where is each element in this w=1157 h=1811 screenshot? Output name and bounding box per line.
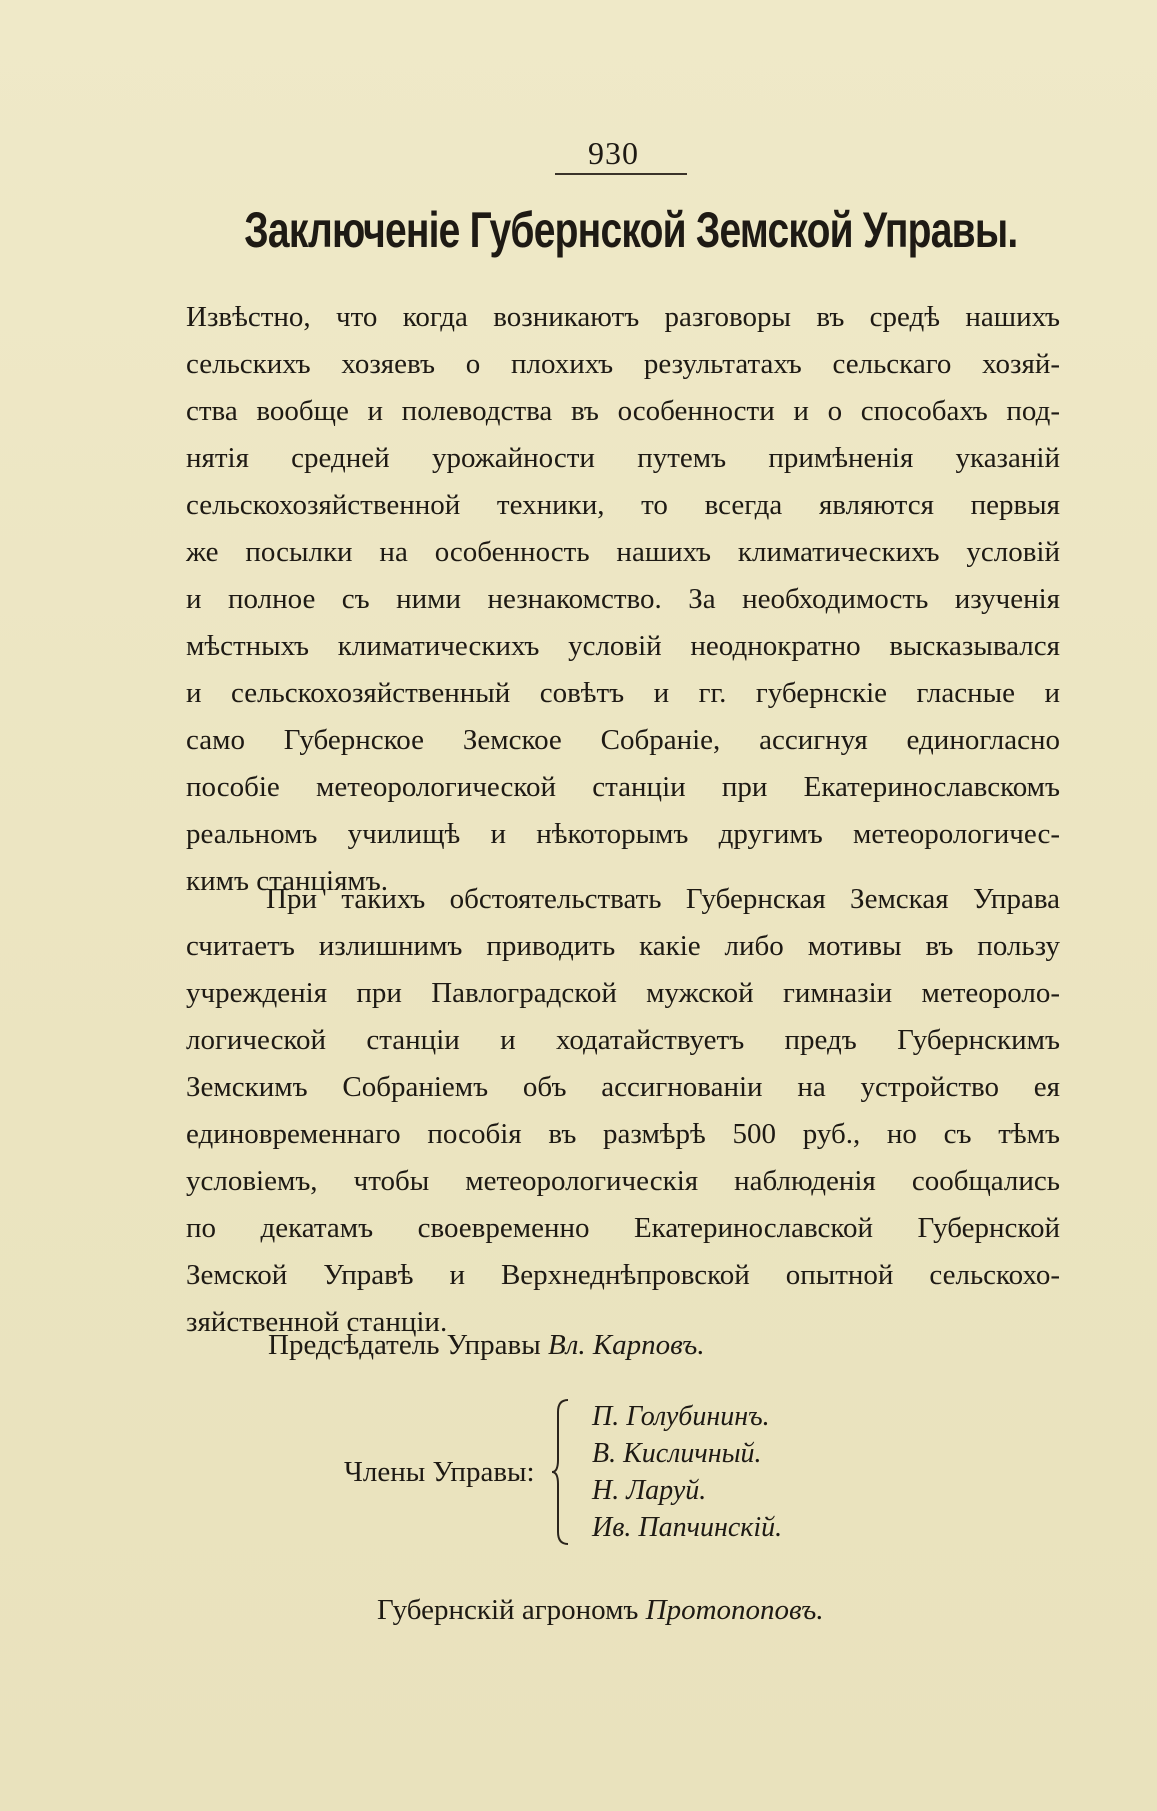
text-line: мѣстныхъ климатическихъ условій неоднократно высказывался [186,630,1060,662]
text-line: кимъ станціямъ. [186,865,389,897]
text-line: сельскохозяйственной техники, то всегда являются первыя [186,489,1060,521]
member-name: П. Голубининъ. [592,1401,770,1432]
member-name: Ив. Папчинскій. [592,1512,783,1543]
page-number: 930 [588,135,639,171]
paragraph-2 [186,876,1060,1346]
member-name: Н. Ларуй. [592,1475,707,1506]
text-line: зяйственной станціи. [186,1306,448,1338]
text-line: нятія средней урожайности путемъ примѣненія указаній [186,442,1060,474]
text-line: ства вообще и полеводства въ особенности и о способахъ под- [186,395,1060,427]
text-line: учрежденія при Павлоградской мужской гимназіи метеороло- [186,977,1060,1009]
member-name: В. Кисличный. [592,1438,762,1469]
text-line: считаетъ излишнимъ приводить какіе либо мотивы въ пользу [186,930,1060,962]
text-line: При такихъ обстоятельствать Губернская Земская Управа [266,883,1060,915]
page-number-rule [555,173,687,175]
text-line: логической станціи и ходатайствуетъ предъ Губернскимъ [186,1024,1060,1056]
text-line: и сельскохозяйственный совѣтъ и гг. губернскіе гласные и [186,677,1060,709]
chairman-name: Вл. Карповъ. [547,1329,705,1361]
agronomist-label: Губернскій агрономъ [377,1594,639,1626]
text-line: само Губернское Земское Собраніе, ассигнуя единогласно [186,724,1060,756]
text-line: единовременнаго пособія въ размѣрѣ 500 руб., но съ тѣмъ [186,1118,1060,1150]
chairman-signature [268,1325,705,1365]
text-line: сельскихъ хозяевъ о плохихъ результатахъ сельскаго хозяй- [186,348,1060,380]
text-line: Земской Управѣ и Верхнеднѣпровской опытной сельскохо- [186,1259,1060,1291]
text-line: Извѣстно, что когда возникаютъ разговоры въ средѣ нашихъ [186,301,1060,333]
text-line: и полное съ ними незнакомство. За необходимость изученія [186,583,1060,615]
text-line: же посылки на особенность нашихъ климатическихъ условій [186,536,1060,568]
members-label: Члены Управы: [344,1456,535,1488]
text-line: пособіе метеорологической станціи при Екатеринославскомъ [186,771,1060,803]
text-line: реальномъ училищѣ и нѣкоторымъ другимъ метеорологичес- [186,818,1060,850]
members-list [592,1398,782,1546]
chairman-label: Предсѣдатель Управы [268,1329,541,1361]
agronomist-name: Протопоповъ. [645,1594,824,1626]
text-line: по декатамъ своевременно Екатеринославской Губернской [186,1212,1060,1244]
agronomist-signature [377,1590,824,1630]
members-brace [550,1398,572,1546]
text-line: условіемъ, чтобы метеорологическія наблюденія сообщались [186,1165,1060,1197]
text-line: Земскимъ Собраніемъ объ ассигнованіи на устройство ея [186,1071,1060,1103]
section-heading: Заключеніе Губернской Земской Управы. [244,202,1018,258]
paragraph-1 [186,294,1060,905]
